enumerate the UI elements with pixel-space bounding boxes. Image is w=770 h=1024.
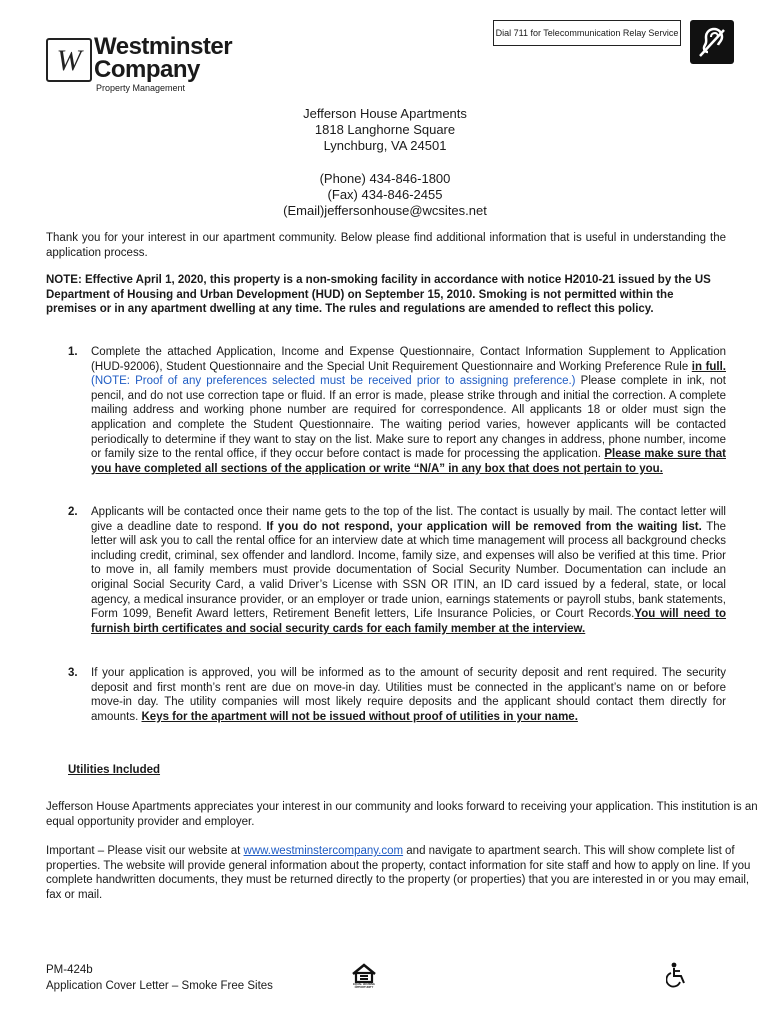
form-title: Application Cover Letter – Smoke Free Sites <box>46 980 273 992</box>
property-email: (Email)jeffersonhouse@wcsites.net <box>283 203 487 218</box>
list-item-1-full: in full. <box>691 360 727 373</box>
property-city: Lynchburg, VA 24501 <box>323 138 447 153</box>
list-item-1-text-a: Complete the attached Application, Income and Expense Questionnaire, Contact Information Supplement to Application (HUD-92006), Student Questionnaire and the Special Unit Requirement Questionnaire and Working Preference Rule <box>91 346 726 373</box>
company-name-line1: Westminster <box>94 33 233 60</box>
form-code: PM-424b <box>46 964 93 976</box>
website-link[interactable]: www.westminstercompany.com <box>243 845 404 857</box>
company-logo-icon <box>46 38 92 82</box>
relay-service-box: Dial 711 for Telecommunication Relay Service <box>493 20 681 46</box>
non-smoking-note: NOTE: Effective April 1, 2020, this property is a non-smoking facility in accordance with notice H2010-21 issued by the US Department of Housing and Urban Development (HUD) on September 15, 2010. Smoking is not permitted within the premises or in any apartment dwelling at any time. The rules and regulations are amended to reflect this policy. <box>46 274 711 316</box>
svg-text:W: W <box>56 44 82 76</box>
hearing-ear-icon <box>690 20 734 64</box>
list-item-1-text-b: Please complete in ink, not pencil, and do not use correction tape or fluid. If an error is made, please strike through and initial the correction. A complete mailing address and working phone number are required for correspondence. All applicants 18 or older must sign the application and complete the Student Questionnaire. The waiting period varies, however applicants will be contacted periodically to determine if they want to stay on the list. Make sure to report any changes in address, phone number, income or family size to the rental office, if they occur before contact is made for processing the application. <box>91 375 727 461</box>
property-name: Jefferson House Apartments <box>303 106 467 121</box>
wheelchair-icon <box>666 962 690 988</box>
equal-housing-icon <box>349 962 379 990</box>
equal-housing-text: EQUAL HOUSING OPPORTUNITY <box>353 983 375 989</box>
property-street: 1818 Langhorne Square <box>314 122 456 137</box>
list-item-3-emphasis: Keys for the apartment will not be issued without proof of utilities in your name. <box>141 710 578 723</box>
list-item-2 <box>91 505 726 636</box>
closing-paragraph: Jefferson House Apartments appreciates your interest in our community and looks forward to receiving your application. This institution is an equal opportunity provider and employer. <box>46 801 758 828</box>
important-paragraph <box>46 844 758 902</box>
list-item-1-emphasis: Please make sure that you have completed all sections of the application or write “N/A” in any box that does not pertain to you. <box>91 448 726 475</box>
list-item-1 <box>91 345 726 476</box>
company-name-line2: Company <box>94 56 200 83</box>
list-item-2-warning: If you do not respond, your application will be removed from the waiting list. <box>266 520 702 533</box>
list-item-2-emphasis: You will need to furnish birth certificates and social security cards for each family member at the interview. <box>91 608 727 635</box>
list-item-2-text-b: The letter will ask you to call the rental office for an interview date at which time management will process all background checks including credit, criminal, sex offender and landlord. Income, family size, and expenses will also be verified at this time. Prior to move in, all family members must provide documentation of Social Security Number. Documentation can include an original Social Security Card, a valid Driver’s License with SSN OR ITIN, an ID card issued by a federal, state, or local agency, a medical insurance provider, or an employer or trade union, earnings statements or payroll stubs, bank statements, Form 1099, Benefit Award letters, Retirement Benefit letters, Life Insurance Policies, or Court Records. <box>91 520 727 621</box>
important-text-b: and navigate to apartment search. This will show complete list of properties. The website will provide general information about the property, contact information for site staff and how to apply on line. If you complete handwritten documents, they must be returned directly to the property (or properties) that you are interested in or you may email, fax or mail. <box>46 845 751 901</box>
list-item-2-text-a: Applicants will be contacted once their name gets to the top of the list. The contact is usually by mail. The contact letter will give a deadline date to respond. <box>91 506 726 533</box>
property-fax: (Fax) 434-846-2455 <box>327 187 443 202</box>
list-number-2: 2. <box>68 506 78 518</box>
list-item-3-text-a: If your application is approved, you will be informed as to the amount of security deposit and rent required. The security deposit and first month’s rent are due on move-in day. Utilities must be connected in the applicant’s name on or before move-in day. The utility companies will most likely require deposits and the applicant should contact them directly for amounts. <box>91 667 726 723</box>
intro-paragraph: Thank you for your interest in our apartment community. Below please find additional information that is useful in understanding the application process. <box>46 232 726 259</box>
list-item-3 <box>91 666 726 724</box>
utilities-heading: Utilities Included <box>68 764 161 776</box>
property-phone: (Phone) 434-846-1800 <box>319 171 451 186</box>
list-number-3: 3. <box>68 667 78 679</box>
list-item-1-preference-note: (NOTE: Proof of any preferences selected must be received prior to assigning preference.) <box>91 375 576 388</box>
company-subtitle: Property Management <box>96 83 186 93</box>
list-number-1: 1. <box>68 346 78 358</box>
important-text-a: Important – Please visit our website at <box>46 845 244 857</box>
